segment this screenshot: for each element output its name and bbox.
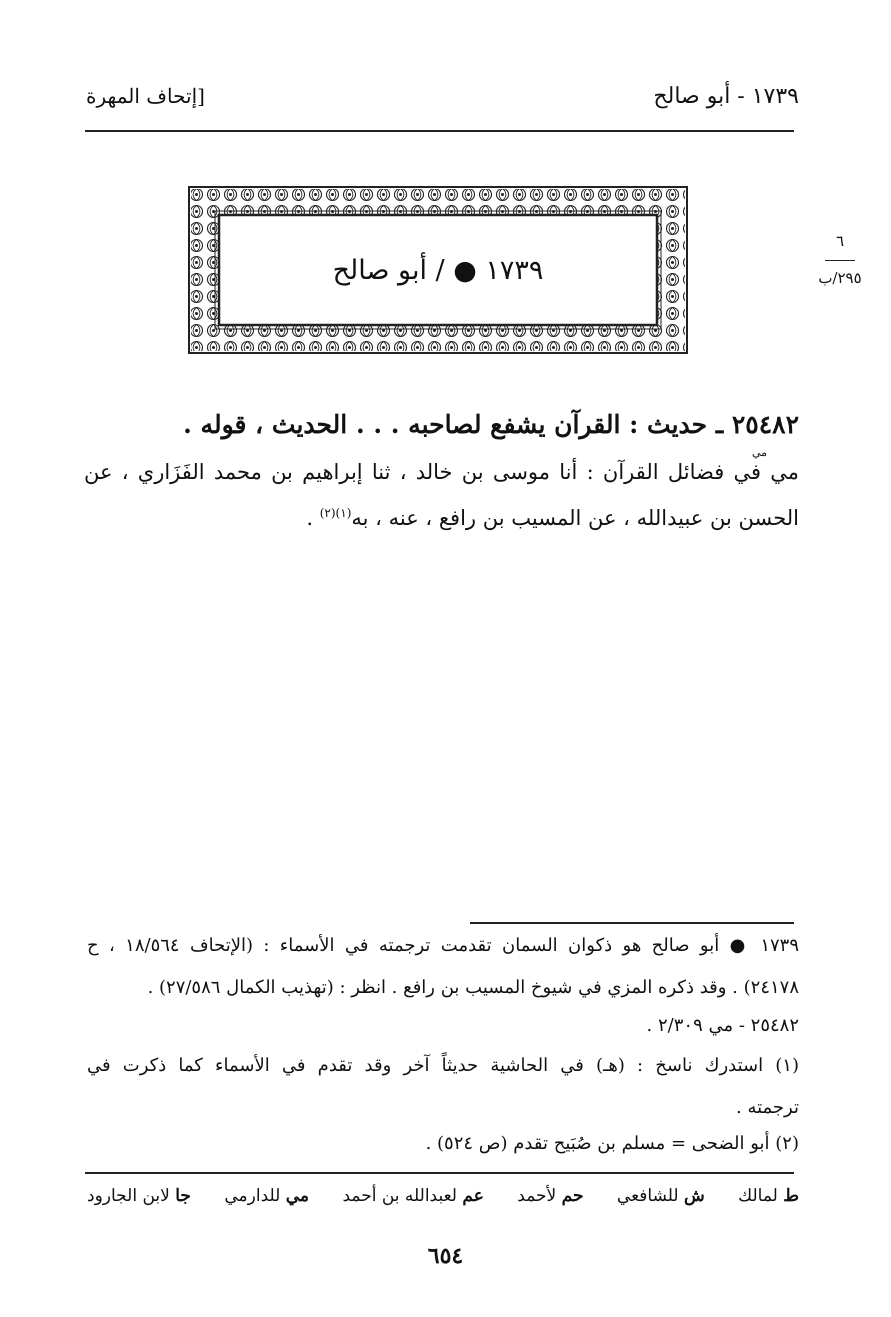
legend-item: [224, 1186, 309, 1206]
legend-abbr: مي: [285, 1186, 310, 1206]
hadith-siglum: مي: [752, 446, 768, 459]
legend-name: لعبدالله بن أحمد: [342, 1186, 457, 1206]
sigla-legend: [87, 1186, 799, 1206]
legend-name: للشافعي: [616, 1186, 679, 1206]
legend-abbr: حم: [561, 1186, 584, 1206]
margin-folio-top: ٦: [835, 232, 845, 250]
footnote-line: ٢٥٤٨٢ - مي ٢/٣٠٩ .: [646, 1015, 799, 1036]
legend-item: [87, 1186, 191, 1206]
hadith-isnad-line-2: [84, 506, 799, 530]
legend-abbr: عم: [462, 1186, 484, 1206]
legend-item: [342, 1186, 483, 1206]
hadith-heading: ٢٥٤٨٢ ـ حديث : القرآن يشفع لصاحبه . . . الحديث ، قوله .: [183, 410, 799, 439]
running-header-book: [إتحاف المهرة: [86, 84, 205, 108]
footnote-line: ٢٤١٧٨) . وقد ذكره المزي في شيوخ المسيب بن رافع . انظر : (تهذيب الكمال ٢٧/٥٨٦) .: [147, 977, 799, 998]
footnote-line: ١٧٣٩ ● أبو صالح هو ذكوان السمان تقدمت ترجمته في الأسماء : (الإتحاف ١٨/٥٦٤ ، ح: [87, 935, 799, 956]
legend-name: للدارمي: [224, 1186, 281, 1206]
footnote-line: ترجمته .: [736, 1097, 799, 1118]
legend-abbr: ط: [783, 1186, 799, 1206]
footnote-line: (٢) أبو الضحى = مسلم بن صُبَيح تقدم (ص ٥٢٤) .: [425, 1133, 799, 1154]
hadith-isnad-line-2-end: .: [306, 506, 320, 530]
legend-abbr: جا: [175, 1186, 191, 1206]
legend-name: لأحمد: [517, 1186, 557, 1206]
legend-item: [517, 1186, 583, 1206]
running-header-title: ١٧٣٩ - أبو صالح: [653, 84, 799, 109]
hadith-isnad-line-1: مي في فضائل القرآن : أنا موسى بن خالد ، ثنا إبراهيم بن محمد الفَزَاري ، عن: [84, 460, 799, 484]
page-number: ٦٥٤: [427, 1243, 464, 1269]
footnote-rule: [470, 922, 794, 924]
footnote-line: (١) استدرك ناسخ : (هـ) في الحاشية حديثاً آخر وقد تقدم في الأسماء كما ذكرت في: [87, 1055, 799, 1076]
legend-item: [738, 1186, 799, 1206]
footnote-marker: (١)(٢): [319, 506, 352, 520]
legend-name: لمالك: [738, 1186, 778, 1206]
legend-rule: [85, 1172, 794, 1174]
margin-folio-line: [825, 260, 855, 261]
header-rule: [85, 130, 794, 132]
hadith-isnad-line-2-text: الحسن بن عبيدالله ، عن المسيب بن رافع ، عنه ، به: [351, 506, 799, 530]
legend-name: لابن الجارود: [87, 1186, 170, 1206]
margin-folio: [810, 232, 870, 287]
legend-item: [617, 1186, 705, 1206]
legend-abbr: ش: [683, 1186, 705, 1206]
entry-title: ١٧٣٩ ● / أبو صالح: [332, 254, 544, 286]
margin-folio-bottom: ٢٩٥/ب: [818, 269, 862, 287]
